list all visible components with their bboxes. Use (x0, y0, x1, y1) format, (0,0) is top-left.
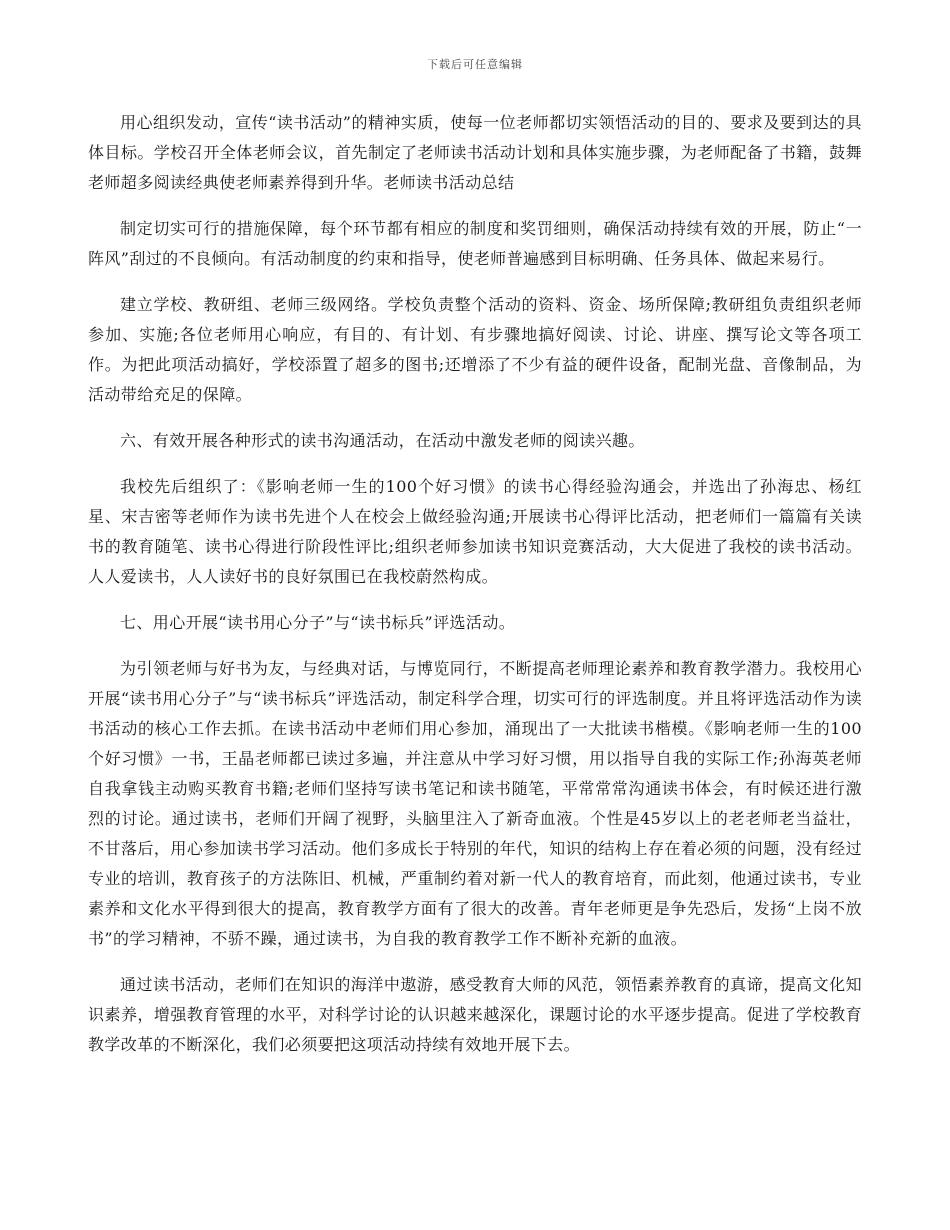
document-body (88, 108, 862, 1076)
paragraph-section-seven: 七、用心开展“读书用心分子”与“读书标兵”评选活动。 (120, 613, 516, 632)
paragraph-activities: 我校先后组织了：《影响老师一生的100个好习惯》的读书心得经验沟通会，并选出了孙海忠、杨红星、宋吉密等老师作为读书先进个人在校会上做经验沟通;开展读书心得评比活动，把老师们一篇篇有关读书的教育随笔、读书心得进行阶段性评比;组织老师参加读书知识竞赛活动，大大促进了我校的读书活动。人人爱读书，人人读好书的良好氛围已在我校蔚然构成。 (88, 477, 862, 586)
paragraph-measures: 制定切实可行的措施保障，每个环节都有相应的制度和奖罚细则，确保活动持续有效的开展，防止“一阵风”刮过的不良倾向。有活动制度的约束和指导，使老师普遍感到目标明确、任务具体、做起来易行。 (88, 219, 862, 268)
paragraph-conclusion: 通过读书活动，老师们在知识的海洋中遨游，感受教育大师的风范，领悟素养教育的真谛，提高文化知识素养，增强教育管理的水平，对科学讨论的认识越来越深化，课题讨论的水平逐步提高。促进了学校教育教学改革的不断深化，我们必须要把这项活动持续有效地开展下去。 (88, 975, 862, 1054)
page-header: 下载后可任意编辑 (427, 58, 523, 71)
paragraph-network: 建立学校、教研组、老师三级网络。学校负责整个活动的资料、资金、场所保障;教研组负责组织老师参加、实施;各位老师用心响应，有目的、有计划、有步骤地搞好阅读、讨论、讲座、撰写论文等各项工作。为把此项活动搞好，学校添置了超多的图书;还增添了不少有益的硬件设备，配制光盘、音像制品，为活动带给充足的保障。 (88, 295, 862, 404)
paragraph-organize: 用心组织发动，宣传“读书活动”的精神实质，使每一位老师都切实领悟活动的目的、要求及要到达的具体目标。学校召开全体老师会议，首先制定了老师读书活动计划和具体实施步骤，为老师配备了书籍，鼓舞老师超多阅读经典使老师素养得到升华。老师读书活动总结 (88, 113, 862, 192)
paragraph-section-six: 六、有效开展各种形式的读书沟通活动，在活动中激发老师的阅读兴趣。 (120, 431, 645, 450)
paragraph-selection: 为引领老师与好书为友，与经典对话，与博览同行，不断提高老师理论素养和教育教学潜力。我校用心开展“读书用心分子”与“读书标兵”评选活动，制定科学合理，切实可行的评选制度。并且将评选活动作为读书活动的核心工作去抓。在读书活动中老师们用心参加，涌现出了一大批读书楷模。《影响老师一生的100个好习惯》一书，王晶老师都已读过多遍，并注意从中学习好习惯，用以指导自我的实际工作;孙海英老师自我拿钱主动购买教育书籍;老师们坚持写读书笔记和读书随笔，平常常常沟通读书体会，有时候还进行激烈的讨论。通过读书，老师们开阔了视野，头脑里注入了新奇血液。个性是45岁以上的老老师老当益壮，不甘落后，用心参加读书学习活动。他们多成长于特别的年代，知识的结构上存在着必须的问题，没有经过专业的培训，教育孩子的方法陈旧、机械，严重制约着对新一代人的教育培育，而此刻，他通过读书，专业素养和文化水平得到很大的提高，教育教学方面有了很大的改善。青年老师更是争先恐后，发扬“上岗不放书”的学习精神，不骄不躁，通过读书，为自我的教育教学工作不断补充新的血液。 (88, 659, 862, 948)
